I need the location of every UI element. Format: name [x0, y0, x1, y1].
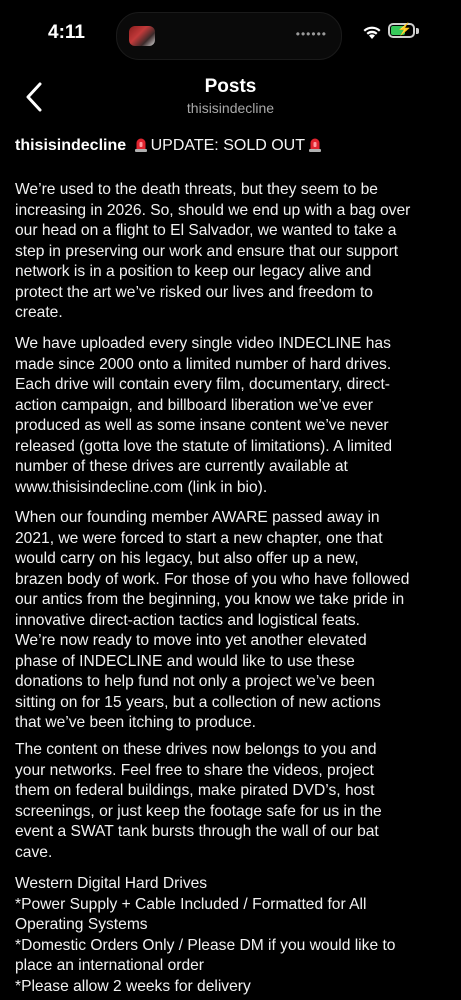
battery-cap [416, 28, 419, 34]
siren-icon [134, 137, 148, 152]
caption-line: When our founding member AWARE passed away in [15, 509, 380, 526]
caption-header [15, 136, 455, 156]
caption-line: sitting on for 15 years, but a collection of new actions [15, 693, 381, 711]
battery-icon [388, 23, 415, 38]
caption-line: protect the art we’ve risked our lives and freedom to [15, 283, 373, 301]
caption-line: We’re used to the death threats, but they seem to be [15, 181, 378, 198]
caption-line: network is in a position to keep our legacy alive and [15, 263, 372, 280]
caption-line: Western Digital Hard Drives [15, 875, 208, 892]
caption-paragraph [15, 334, 447, 498]
caption-line: create. [15, 304, 63, 321]
caption-line: *Please allow 2 weeks for delivery [15, 977, 251, 995]
caption-line: released (gotta love the statute of limitations). A limited [15, 437, 393, 455]
caption-line: increasing in 2026. So, should we end up with a bag over [15, 201, 411, 219]
caption-line: action campaign, and billboard liberation we’ve ever [15, 396, 374, 414]
caption-line: your networks. Feel free to share the videos, project [15, 761, 374, 779]
caption-line: screenings, or just keep the footage safe for us in the [15, 802, 382, 820]
dynamic-island[interactable] [116, 12, 342, 60]
caption-line: place an international order [15, 957, 204, 974]
caption-paragraph [15, 180, 447, 324]
caption-line: produced as well as some insane content we’ve never [15, 417, 389, 434]
caption-line: We’re now ready to move into yet another elevated [15, 632, 367, 649]
page-title: Posts [204, 76, 257, 97]
wifi-icon [362, 24, 382, 40]
caption-line: www.thisisindecline.com (link in bio). [15, 478, 268, 496]
caption-line: our antics from the beginning, you know we take pride in [15, 591, 405, 608]
post-headline: UPDATE: SOLD OUT [150, 137, 305, 154]
caption-line: them on federal buildings, make pirated DVD’s, host [15, 782, 375, 799]
status-time: 4:11 [48, 22, 85, 43]
caption-line: brazen body of work. For those of you who have followed [15, 570, 410, 588]
caption-line: *Power Supply + Cable Included / Formatted for All [15, 895, 367, 913]
caption-line: donations to help fund not only a project we’ve been [15, 673, 375, 690]
caption-line: that we’ve been itching to produce. [15, 714, 256, 731]
siren-icon [308, 137, 322, 152]
caption-line: cave. [15, 843, 53, 861]
caption-line: step in preserving our work and ensure that our support [15, 242, 399, 260]
island-dots: •••••• [295, 27, 327, 41]
caption-paragraph [15, 508, 447, 734]
caption-line: our head on a flight to El Salvador, we wanted to take a [15, 222, 397, 239]
caption-line: made since 2000 onto a limited number of hard drives. [15, 355, 392, 373]
caption-line: 2021, we were forced to start a new chapter, one that [15, 529, 383, 547]
caption-line: event a SWAT tank bursts through the wall of our bat [15, 823, 379, 840]
nav-header [0, 70, 461, 130]
caption-line: Each drive will contain every film, documentary, direct- [15, 376, 390, 393]
charging-bolt-icon: ⚡ [397, 22, 412, 36]
post-username[interactable]: thisisindecline [15, 137, 127, 154]
status-bar [0, 0, 461, 70]
caption-line: Operating Systems [15, 916, 148, 933]
caption-line: *Domestic Orders Only / Please DM if you would like to [15, 936, 396, 954]
caption-line: innovative direct-action tactics and logistical feats. [15, 611, 360, 629]
caption-line: number of these drives are currently available at [15, 458, 348, 475]
caption-paragraph [15, 874, 447, 997]
caption-line: would carry on his legacy, but also offer up a new, [15, 550, 359, 567]
media-thumbnail [129, 26, 155, 46]
caption-paragraph [15, 740, 447, 863]
caption-line: The content on these drives now belongs to you and [15, 741, 377, 758]
caption-line: We have uploaded every single video INDECLINE has [15, 335, 391, 352]
caption-line: phase of INDECLINE and would like to use these [15, 652, 355, 670]
scrolled-content-remnant [15, 123, 55, 129]
page-subtitle: thisisindecline [186, 100, 275, 116]
